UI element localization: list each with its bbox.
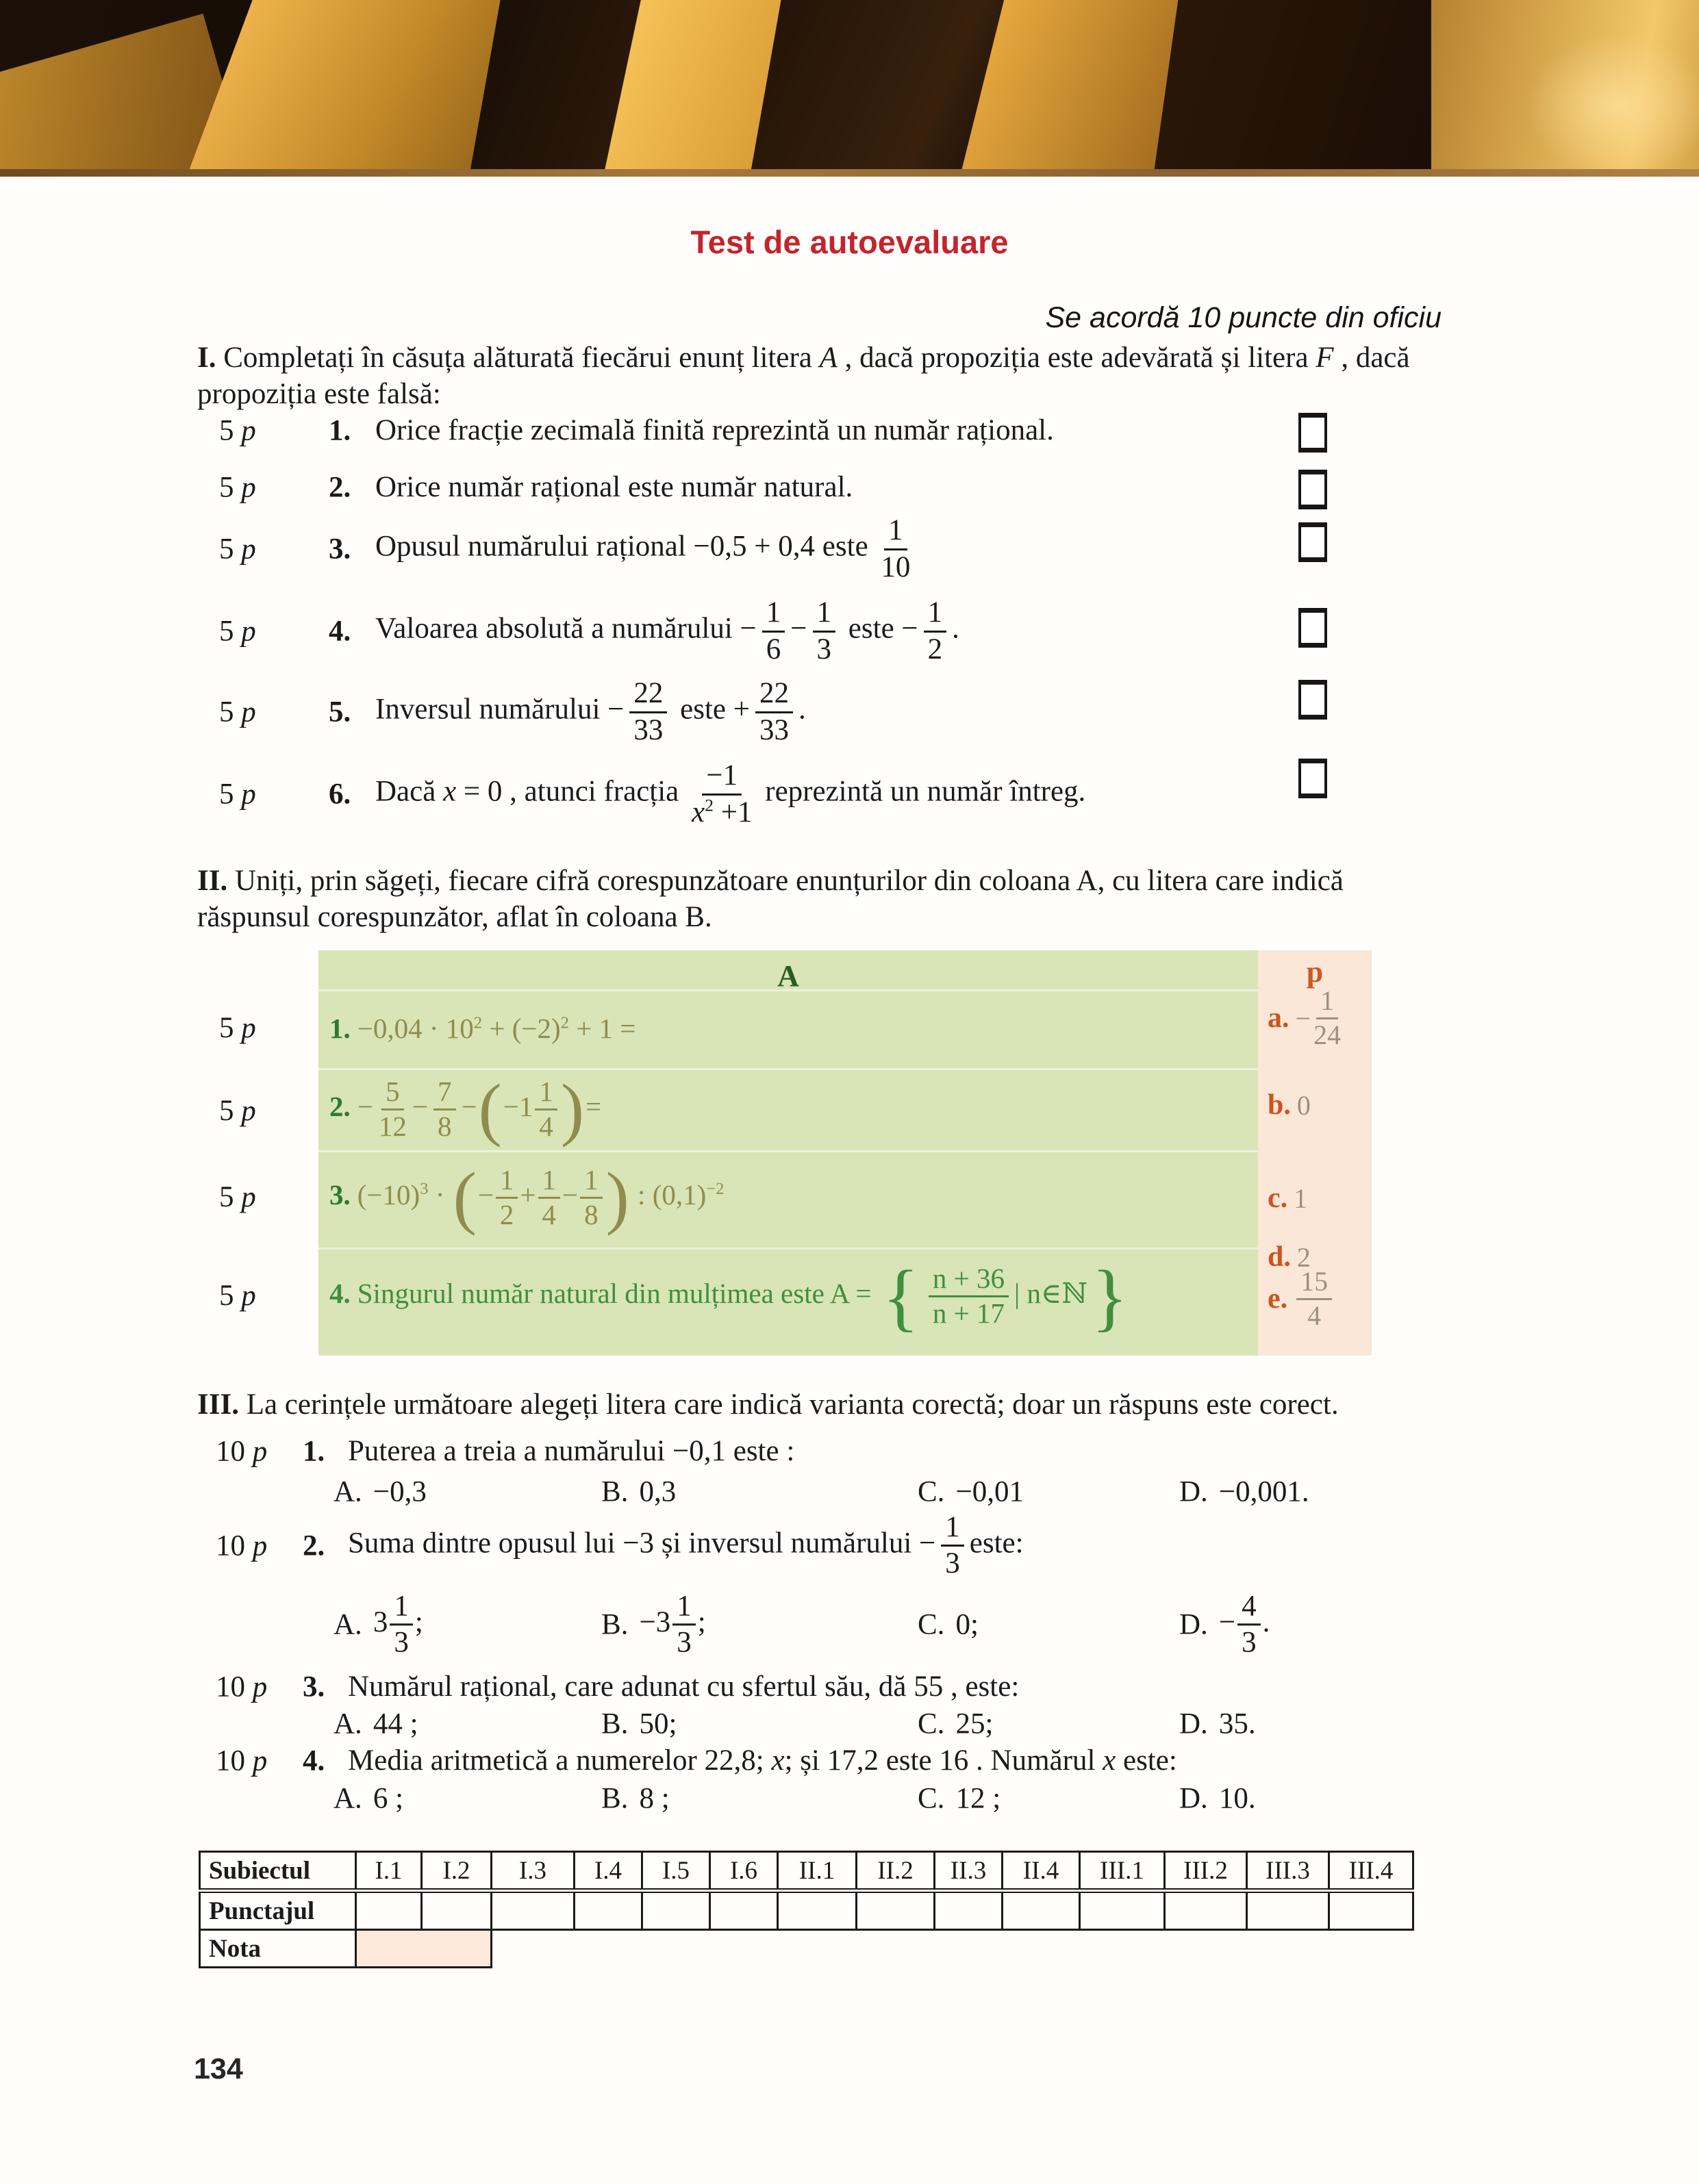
matching-row-2: 2. − $\frac{5}{12}$ − $\frac{7}{8}$ −(−1 $\frac{1}{4}$ )= [318,1068,1258,1149]
points-row-label: Punctajul [200,1891,356,1930]
option-C: C. −0,01 [918,1475,1024,1508]
points-cell[interactable] [642,1891,710,1930]
points-label: 5 p [219,696,256,728]
score-table-grade-row [200,1930,1413,1968]
points-cell[interactable] [1003,1891,1080,1930]
fraction: $\frac{1}{2}$ [924,596,947,665]
option-A: A. 6 ; [333,1782,404,1815]
score-header-cell: II.3 [935,1852,1003,1891]
grade-row-label: Nota [200,1930,356,1968]
score-table [199,1851,1414,1968]
question-text: Media aritmetică a numerelor 22,8; x; și 17,2 este 16 . Numărul x este: [348,1744,1177,1777]
paren: ) [560,1070,585,1148]
points-label: 5 p [219,1011,256,1044]
fraction: $\frac{1}{6}$ [762,596,785,665]
fraction: $\frac{22}{33}$ [629,677,667,746]
question-I3 [219,508,1329,590]
answer-d: d. 2 [1268,1241,1311,1273]
points-label: 10 p [216,1744,268,1777]
answer-box-I6[interactable] [1298,759,1327,798]
question-III2 [216,1510,1494,1582]
grade-cell[interactable] [356,1930,492,1968]
question-number: 2. [329,471,351,504]
page-title: Test de autoevaluare [690,224,1009,260]
question-text: Orice fracție zecimală finită reprezintă un număr rațional. [375,414,1054,446]
fraction: $\frac{n + 36}{n + 17}$ [929,1263,1009,1330]
variable-x: x [443,775,457,808]
question-text: Suma dintre opusul lui −3 și inversul numărului − $\frac{1}{3}$ este: [348,1510,1024,1579]
score-header-cell: Subiectul [200,1852,356,1891]
points-label: 5 p [219,414,256,447]
points-cell[interactable] [857,1891,935,1930]
score-header-cell: I.6 [710,1852,778,1891]
paren: ( [478,1070,502,1148]
fraction: $\frac{1}{3}$ [941,1511,964,1580]
fraction: $\frac{1}{4}$ [538,1165,561,1231]
option-B: B. 0,3 [601,1475,677,1508]
question-text: Dacă x = 0 , atunci fracția $\frac{-1}{x^2 +1}$ reprezintă un număr întreg. [375,759,1086,828]
score-header-cell: II.2 [857,1852,935,1891]
option-C: C. 25; [918,1707,994,1740]
points-label: 5 p [219,471,256,504]
question-III1 [216,1434,1494,1469]
score-header-cell: II.1 [778,1852,857,1891]
score-table-points-row [200,1891,1413,1930]
option-D: D. − $\frac{4}{3}$ . [1179,1589,1270,1658]
section3-intro-text: La cerințele următoare alegeți litera care indică varianta corectă; doar un răspuns este corect. [246,1388,1339,1421]
question-number: 3. [329,533,351,566]
question-number: 1. [329,414,351,447]
options-III4 [0,1779,1699,1818]
question-number: 3. [303,1671,325,1703]
answer-c: c. 1 [1268,1182,1308,1214]
question-III3 [216,1669,1494,1705]
answer-box-I2[interactable] [1298,470,1327,509]
points-cell[interactable] [935,1891,1003,1930]
question-I5 [219,671,1329,753]
column-A [318,950,1258,1356]
points-label: 5 p [219,778,256,811]
points-cell[interactable] [1080,1891,1165,1930]
score-header-cell: I.2 [422,1852,492,1891]
question-III4 [216,1741,1494,1781]
points-cell[interactable] [710,1891,778,1930]
brace: { [882,1254,919,1338]
paren: ) [605,1158,629,1236]
points-label: 5 p [219,1279,256,1312]
bonus-note: Se acordă 10 puncte din oficiu [1045,301,1442,334]
points-cell[interactable] [422,1891,492,1930]
points-cell[interactable] [1165,1891,1247,1930]
paren: ( [453,1158,477,1236]
points-cell[interactable] [356,1891,422,1930]
light-glow [1527,34,1699,169]
option-B: B. 50; [601,1707,677,1740]
question-I4 [219,590,1329,672]
section1-label: I. [197,342,216,374]
fraction: $\frac{4}{3}$ [1237,1590,1261,1659]
points-label: 5 p [219,1094,256,1127]
fraction: $\frac{5}{12}$ [378,1076,407,1142]
question-text: Orice număr rațional este număr natural. [375,470,853,503]
section1-intro-text-2: , dacă propoziția este adevărată și litera [844,342,1309,374]
question-I1 [219,411,1329,450]
column-A-header: A [777,959,799,993]
question-number: 4. [329,615,351,648]
matching-row-1: 1. $-0,04 \cdot 10^2 + (-2)^2 + 1$ = [318,989,1258,1066]
points-label: 10 p [216,1435,268,1468]
score-table-header-row [200,1852,1413,1891]
score-header-cell: III.1 [1080,1852,1165,1891]
option-C: C. 0; [918,1608,979,1640]
fraction: $\frac{1}{8}$ [580,1165,603,1231]
header-accent-bar [0,169,1699,177]
answer-box-I4[interactable] [1298,608,1327,648]
fraction: $\frac{-1}{x^2 +1}$ [692,759,753,828]
section1-intro [197,340,1446,413]
fraction: 15 4 [1296,1267,1332,1332]
question-number: 6. [329,778,351,811]
variable-x: x [1103,1744,1116,1777]
points-cell[interactable] [575,1891,642,1930]
fraction: $\frac{1}{3}$ [672,1590,696,1659]
section2-intro [197,863,1446,936]
header-image [0,0,1699,169]
fraction: $\frac{1}{4}$ [535,1076,557,1143]
answer-box-I3[interactable] [1298,522,1327,562]
section2-label: II. [197,865,228,897]
score-header-cell: II.4 [1003,1852,1080,1891]
score-header-cell: III.3 [1247,1852,1329,1891]
option-D: D. 10. [1179,1782,1256,1815]
points-label: 10 p [216,1671,268,1703]
question-text: Inversul numărului − $\frac{22}{33}$ este + $\frac{22}{33}$ . [375,677,806,746]
option-B: B. 8 ; [601,1782,670,1815]
section3-label: III. [197,1388,239,1421]
fraction: $\frac{1}{3}$ [813,596,836,665]
question-number: 4. [303,1744,325,1777]
options-III2 [0,1588,1699,1660]
option-A: A. 44 ; [333,1707,418,1740]
page-number: 134 [194,2053,243,2085]
brace: } [1091,1254,1128,1338]
question-I6 [219,750,1329,839]
option-D: D. 35. [1179,1707,1256,1740]
variable-x: x [771,1744,785,1777]
points-cell[interactable] [492,1891,575,1930]
letter-F: F [1316,342,1334,374]
points-label: 5 p [219,615,256,648]
score-header-cell: III.4 [1329,1852,1413,1891]
question-text: Numărul rațional, care adunat cu sfertul său, dă 55 , este: [348,1670,1020,1703]
matching-table [318,950,1372,1356]
fraction: $\frac{22}{33}$ [755,677,793,746]
letter-A: A [819,342,838,374]
points-cell[interactable] [778,1891,857,1930]
points-label: 5 p [219,1180,256,1213]
option-A: A. −0,3 [333,1475,427,1508]
section2-intro-text: Uniți, prin săgeți, fiecare cifră corespunzătoare enunțurilor din coloana A, cu litera care indică răspunsul corespunzător, aflat în coloana B. [197,865,1344,934]
question-number: 1. [303,1435,325,1468]
fraction: $\frac{1}{3}$ [390,1590,413,1659]
matching-row-4: 4. Singurul număr natural din mulțimea este A = { $\frac{n + 36}{n + 17}$ | n∈ℕ} [318,1247,1258,1343]
answer-b: b. 0 [1268,1089,1311,1121]
option-A: A. 3 $\frac{1}{3}$ ; [333,1589,423,1658]
question-number: 5. [329,696,351,728]
answer-a: a. − $\frac{1}{24}$ [1268,985,1342,1050]
points-cell[interactable] [1329,1891,1413,1930]
option-B: B. −3 $\frac{1}{3}$ ; [601,1589,706,1658]
fraction: $\frac{1}{2}$ [496,1165,518,1231]
question-text: Valoarea absolută a numărului − $\frac{1}{6}$ − $\frac{1}{3}$ este − $\frac{1}{2}$ . [375,596,959,665]
section1-intro-text-1: Completați în căsuța alăturată fiecărui enunț litera [223,342,812,374]
option-D: D. −0,001. [1179,1475,1309,1508]
score-header-cell: I.4 [575,1852,642,1891]
options-III3 [0,1705,1699,1742]
question-number: 2. [303,1529,325,1562]
points-cell[interactable] [1247,1891,1329,1930]
score-header-cell: I.1 [356,1852,422,1891]
matching-row-3: 3. $(-10)^3$ · (− $\frac{1}{2}$ + $\frac{1}{4}$ − $\frac{1}{8}$ ) : $(0,1)^{-2}$ [318,1150,1258,1243]
column-B-header: p [1306,955,1324,989]
points-label: 10 p [216,1529,268,1562]
section1-intro-text-3: , dacă propoziția este falsă: [197,342,1410,411]
score-header-cell: I.3 [492,1852,575,1891]
section3-intro [197,1386,1498,1423]
answer-box-I1[interactable] [1298,413,1327,453]
answer-box-I5[interactable] [1298,680,1327,720]
question-text: Opusul numărului rațional −0,5 + 0,4 este $\frac{1}{10}$ [375,514,911,583]
question-text: Puterea a treia a numărului −0,1 este : [348,1434,795,1467]
fraction: $\frac{1}{10}$ [881,514,911,583]
option-C: C. 12 ; [918,1782,1001,1815]
options-III1 [0,1472,1699,1512]
question-I2 [219,468,1329,507]
fraction: $\frac{7}{8}$ [433,1076,456,1143]
points-label: 5 p [219,533,256,566]
score-header-cell: III.2 [1165,1852,1247,1891]
cube-shape [1148,0,1474,169]
answer-e: e. 15 4 [1268,1267,1335,1332]
column-B [1258,950,1372,1356]
score-header-cell: I.5 [642,1852,710,1891]
fraction: $\frac{1}{24}$ [1313,985,1342,1050]
